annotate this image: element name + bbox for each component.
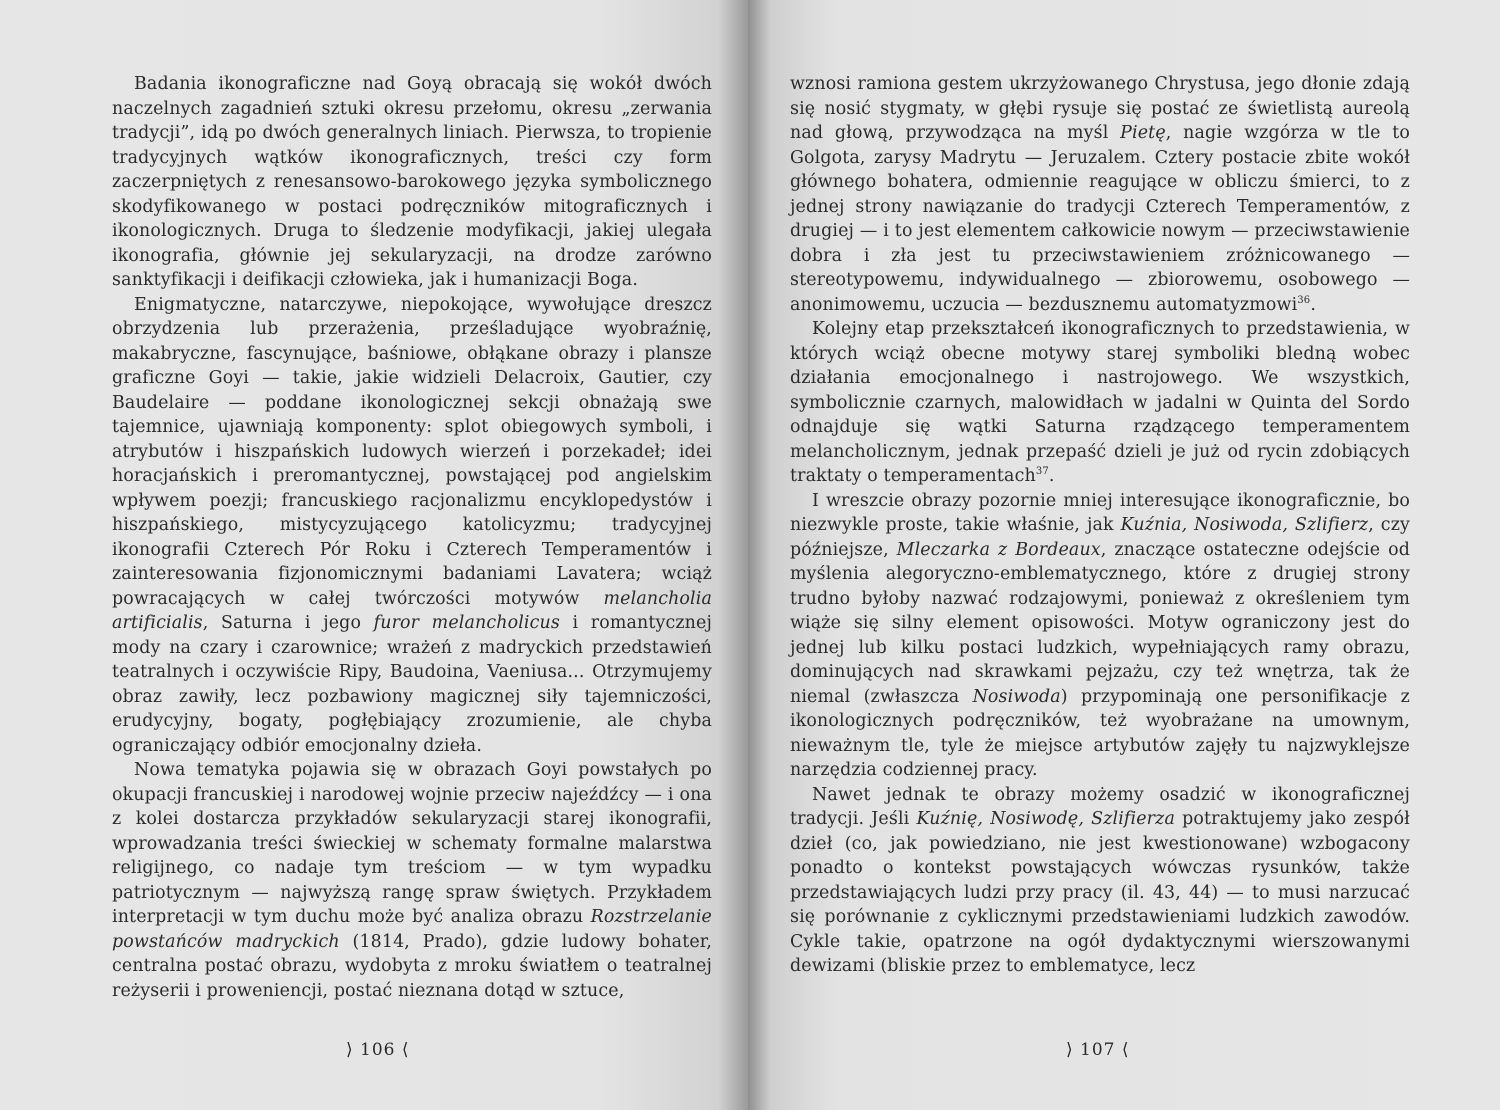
- text-run: , Saturna i jego: [202, 613, 374, 633]
- footnote-ref: 37: [1035, 466, 1049, 478]
- text-run: (1814, Prado), gdzie ludowy bohater, centralna postać obrazu, wydobyta z mroku światłem o teatralnej reżyserii i proweniencji, postać nieznana dotąd w sztuce,: [112, 931, 713, 1001]
- text-run: , znaczące ostateczne odejście od myślenia alegoryczno-emblematycznego, które z drugiej strony trudno byłoby nazwać rodzajowymi, ponieważ z określeniem tym wiąże się silny element opisowości. Motyw ograniczony jest do jednej lub kilku postaci ludzkich, wypełniających ramy obrazu, dominujących nad skrawkami pejzażu, czy też wnętrza, tak że niemal (zwłaszcza: [790, 539, 1410, 707]
- text-run: ) przypominają one personifikacje z ikonologicznych podręczników, też wyobrażane na umownym, nieważnym tle, tyle że miejsce artybutów zajęły tu najzwyklejsze narzędzia codziennej pracy.: [790, 686, 1410, 780]
- text-run: .: [1048, 466, 1055, 486]
- text-run: wznosi ramiona gestem ukrzyżowanego Chrystusa, jego dłonie zdają się nosić stygmaty, w głębi rysuje się postać ze świetlistą aureolą nad głową, przywodząca na myśl: [790, 74, 1410, 143]
- text-run: i romantycznej mody na czary i czarownice; wrażeń z madryckich przedstawień teatralnych i oczywiście Ripy, Baudoina, Vaeniusa... Otrzymujemy obraz zawiły, lecz pozbawiony magicznej siły tajemniczości, erudycyjny, bogaty, pogłębiający zrozumienie, ale chyba ograniczający odbiór emocjonalny dzieła.: [112, 613, 712, 756]
- paragraph: [790, 489, 1410, 783]
- paragraph: [112, 758, 712, 1003]
- italic-title: Kuźnia, Nosiwoda, Szlifierz: [1120, 515, 1369, 535]
- italic-title: furor melancholicus: [373, 613, 560, 633]
- text-run: Nowa tematyka pojawia się w obrazach Goyi powstałych po okupacji francuskiej i narodowej wojnie przeciw najeźdźcy — i ona z kolei dostarcza przykładów sekularyzacji starej ikonografii, wprowadzania treści świeckiej w schematy formalne malarstwa religijnego, co nadaje tym treściom — w tym wypadku patriotycznym — najwyższą rangę spraw świętych. Przykładem interpretacji w tym duchu może być analiza obrazu: [112, 760, 712, 927]
- italic-title: Nosiwoda: [972, 686, 1061, 707]
- paragraph: Badania ikonograficzne nad Goyą obracają się wokół dwóch naczelnych zagadnień sztuki okresu przełomu, okresu „zerwania tradycji”, idą po dwóch generalnych liniach. Pierwsza, to tropienie tradycyjnych wątków ikonograficznych, treści czy form zaczerpniętych z renesansowo-barokowego języka symbolicznego skodyfikowanego w postaci podręczników mitograficznych i ikonologicznych. Druga to śledzenie modyfikacji, jakiej ulegała ikonografia, głównie jej sekularyzacji, na drodze zarówno sanktyfikacji i deifikacji człowieka, jak i humanizacji Boga.: [112, 74, 712, 290]
- page-number: ⟩ 106 ⟨: [346, 1040, 410, 1060]
- text-run: Kolejny etap przekształceń ikonograficznych to przedstawienia, w których wciąż obecne motywy starej symboliki bledną wobec działania emocjonalnego i nastrojowego. We wszystkich, symbolicznie czarnych, malowidłach w jadalni w Quinta del Sordo odnajduje się wątki Saturna rządzącego temperamentem melancholicznym, jednak przepaść dzieli je już od rycin zdobiących traktaty o temperamentach: [790, 319, 1410, 486]
- text-run: Nawet jednak te obrazy możemy osadzić w ikonograficznej tradycji. Jeśli: [790, 784, 1410, 829]
- italic-title: Mleczarka z Bordeaux: [896, 539, 1101, 560]
- italic-title: melancholia artificialis: [112, 588, 712, 633]
- text-run: , nagie wzgórza w tle to Golgota, zarysy Madrytu — Jeruzalem. Cztery postacie zbite wokół głównego bohatera, odmiennie reagujące w obliczu śmierci, to z jednej strony nawiązanie do tradycji Czterech Temperamentów, z drugiej — i to jest elementem całkowicie nowym — przeciwstawienie dobra i zła jest tu przeciwstawieniem zróżnicowanego — stereotypowemu, indywidualnego — zbiorowemu, osobowego — anonimowemu, uczucia — bezdusznemu automatyzmowi: [790, 123, 1410, 315]
- italic-title: Rozstrzelanie powstańców madryckich: [112, 907, 712, 952]
- left-page-text: [112, 72, 712, 1003]
- italic-title: Kuźnię, Nosiwodę, Szlifierza: [916, 809, 1175, 829]
- footnote-ref: 36: [1297, 294, 1311, 306]
- paragraph: [790, 317, 1410, 489]
- paragraph: [790, 72, 1410, 317]
- right-page: [748, 0, 1500, 1110]
- paragraph: [112, 293, 712, 759]
- text-run: Enigmatyczne, natarczywe, niepokojące, wywołujące dreszcz obrzydzenia lub przerażenia, prześladujące wyobraźnię, makabryczne, fascynujące, baśniowe, obłąkane obrazy i plansze graficzne Goyi — takie, jakie widzieli Delacroix, Gautier, czy Baudelaire — poddane ikonologicznej sekcji obnażają swe tajemnice, ujawniają komponenty: splot obiegowych symboli, i atrybutów i hiszpańskich ludowych wierzeń i porzekadeł; idei horacjańskich i preromantycznej, powstającej pod angielskim wpływem poezji; francuskiego racjonalizmu encyklopedystów i hiszpańskiego, mistycyzującego katolicyzmu; tradycyjnej ikonografii Czterech Pór Roku i Czterech Temperamentów i zainteresowania fizjonomicznymi badaniami Lavatera; wciąż powracających w całej twórczości motywów: [112, 294, 712, 609]
- italic-title: Pietę: [1120, 123, 1166, 143]
- text-run: , czy późniejsze,: [790, 515, 1410, 560]
- text-run: potraktujemy jako zespół dzieł (co, jak powiedziano, nie jest kwestionowane) wzbogacony ponadto o kontekst powstających wówczas rysunków, także przedstawiających ludzi przy pracy (il. 43, 44) — to musi narzucać się porównanie z cyklicznymi przedstawieniami ludzkich zawodów. Cykle takie, opatrzone na ogół dydaktycznymi wierszowanymi dewizami (bliskie przez to emblematyce, lecz: [790, 809, 1410, 976]
- text-run: .: [1310, 294, 1317, 315]
- left-page: [0, 0, 748, 1110]
- page-number: ⟩ 107 ⟨: [1066, 1040, 1130, 1060]
- paragraph: [790, 783, 1410, 979]
- right-page-text: [790, 72, 1410, 979]
- text-run: I wreszcie obrazy pozornie mniej interesujące ikonograficznie, bo niezwykle proste, takie właśnie, jak: [790, 490, 1410, 535]
